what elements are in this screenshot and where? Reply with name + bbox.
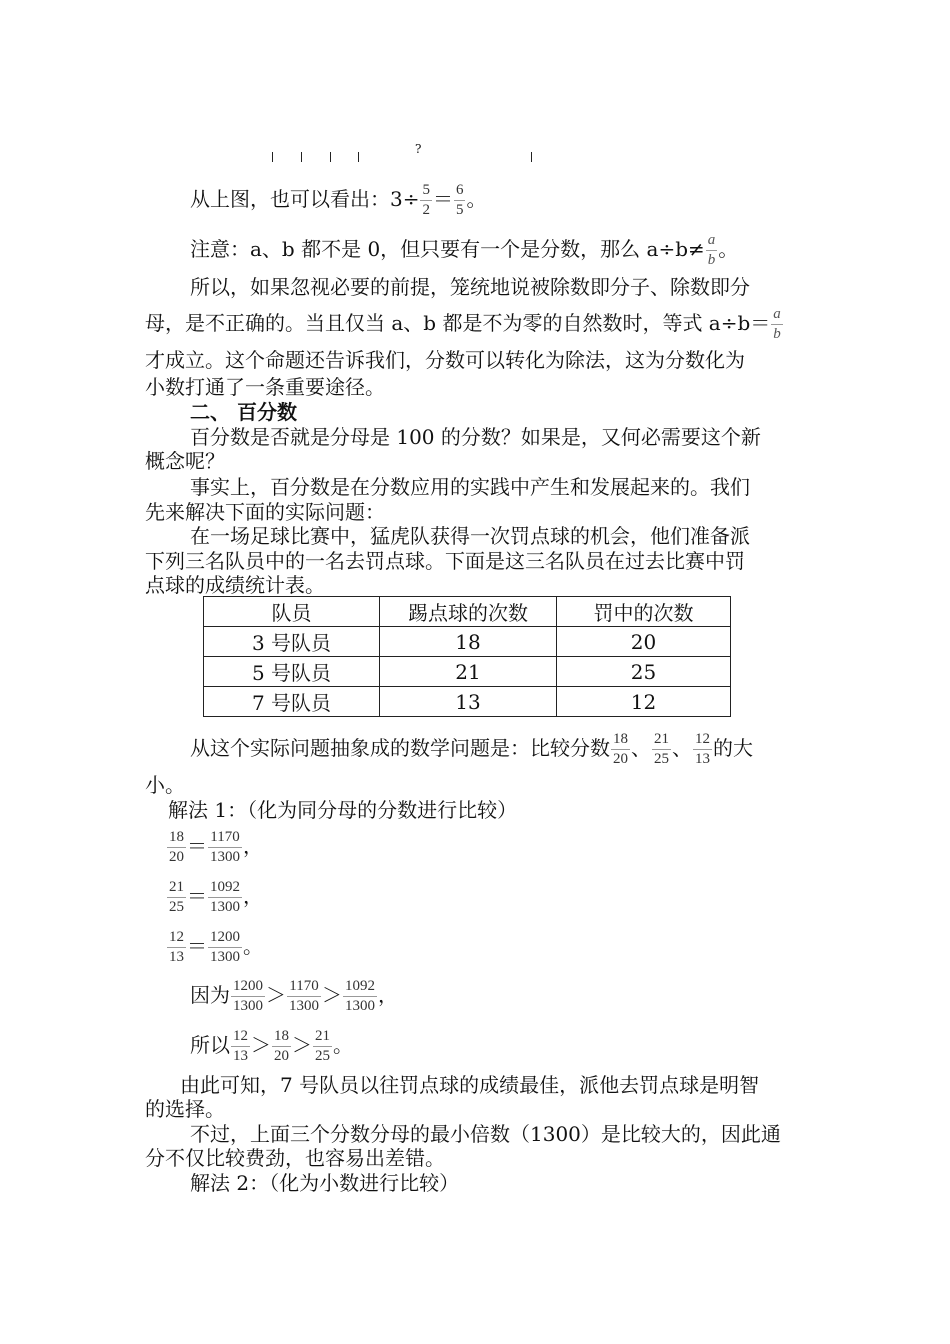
table-header-cell: 队员 — [204, 597, 380, 627]
tick-mark — [358, 152, 359, 162]
table-cell: 12 — [557, 687, 731, 717]
equation-row: $\frac{12}{13}$ ＝ $\frac{1200}{1300}$ 。 — [169, 929, 263, 965]
section-heading: 二、 百分数 — [190, 400, 297, 424]
table-cell: 13 — [380, 687, 557, 717]
paragraph-percent-line-1: 百分数是否就是分母是 100 的分数？如果是，又何必需要这个新 — [190, 425, 761, 449]
equation-row: $\frac{21}{25}$ ＝ $\frac{1092}{1300}$ ， — [169, 879, 263, 915]
table-cell: 20 — [557, 627, 731, 657]
paragraph-so-line-1: 所以，如果忽视必要的前提，笼统地说被除数即分子、除数即分 — [190, 275, 750, 299]
table-cell: 18 — [380, 627, 557, 657]
table-header-row — [204, 597, 731, 627]
method-2-title: 解法 2：（化为小数进行比较） — [190, 1171, 460, 1195]
tick-mark — [301, 152, 302, 162]
table-row — [204, 627, 731, 657]
paragraph-match-line-2: 下列三名队员中的一名去罚点球。下面是这三名队员在过去比赛中罚 — [145, 549, 745, 573]
paragraph-so-line-4: 小数打通了一条重要途径。 — [145, 375, 385, 399]
tick-mark — [531, 152, 532, 162]
fraction: $\frac{21}{25}$ — [654, 731, 669, 767]
paragraph-abstract: 从这个实际问题抽象成的数学问题是：比较分数 $\frac{18}{20}$ 、 $\frac{21}{25}$ 、 $\frac{12}{13}$ 的大 — [190, 731, 753, 767]
paragraph-note: 注意：a、b 都不是 0，但只要有一个是分数，那么 a÷b≠ $\frac{a}{b}$ 。 — [190, 232, 739, 268]
diagram-question-mark: ? — [415, 142, 422, 156]
fraction: $\frac{a}{b}$ — [707, 232, 716, 268]
fraction: $\frac{5}{2}$ — [422, 182, 430, 218]
because-row: 因为 $\frac{1200}{1300}$ ＞ $\frac{1170}{1300}$ ＞ $\frac{1092}{1300}$ ， — [190, 978, 398, 1014]
table-cell: 7 号队员 — [204, 687, 380, 717]
penalty-stats-table — [203, 596, 731, 717]
fraction: $\frac{a}{b}$ — [773, 306, 781, 342]
fraction: $\frac{12}{13}$ — [695, 731, 710, 767]
table-row — [204, 687, 731, 717]
paragraph-however-line-1: 不过，上面三个分数分母的最小倍数（1300）是比较大的，因此通 — [190, 1122, 781, 1146]
paragraph-fact-line-2: 先来解决下面的实际问题： — [145, 500, 385, 524]
paragraph-however-line-2: 分不仅比较费劲，也容易出差错。 — [145, 1146, 445, 1170]
paragraph-from-diagram: 从上图，也可以看出：3÷ $\frac{5}{2}$ ＝ $\frac{6}{5}$ 。 — [190, 182, 487, 218]
number-line-diagram — [0, 140, 950, 170]
tick-mark — [272, 152, 273, 162]
text: 从上图，也可以看出：3÷ — [190, 187, 420, 211]
paragraph-abstract-line-2: 小。 — [145, 773, 185, 797]
table-cell: 21 — [380, 657, 557, 687]
table-header-cell: 罚中的次数 — [557, 597, 731, 627]
fraction: $\frac{18}{20}$ — [613, 731, 628, 767]
paragraph-match-line-3: 点球的成绩统计表。 — [145, 573, 325, 597]
paragraph-so-line-2: 母，是不正确的。当且仅当 a、b 都是不为零的自然数时，等式 a÷b＝ $\frac{a}{b}$ — [145, 306, 781, 342]
table-header-cell: 踢点球的次数 — [380, 597, 557, 627]
paragraph-match-line-1: 在一场足球比赛中，猛虎队获得一次罚点球的机会，他们准备派 — [190, 524, 750, 548]
table-cell: 25 — [557, 657, 731, 687]
tick-mark — [330, 152, 331, 162]
paragraph-fact-line-1: 事实上，百分数是在分数应用的实践中产生和发展起来的。我们 — [190, 475, 750, 499]
paragraph-percent-line-2: 概念呢？ — [145, 449, 225, 473]
equation-row: $\frac{18}{20}$ ＝ $\frac{1170}{1300}$ ， — [169, 829, 263, 865]
table-cell: 3 号队员 — [204, 627, 380, 657]
fraction: $\frac{6}{5}$ — [455, 182, 464, 218]
method-1-title: 解法 1：（化为同分母的分数进行比较） — [168, 798, 518, 822]
table-row — [204, 657, 731, 687]
paragraph-conclude-line-2: 的选择。 — [145, 1097, 225, 1121]
table-cell: 5 号队员 — [204, 657, 380, 687]
paragraph-so-line-3: 才成立。这个命题还告诉我们，分数可以转化为除法，这为分数化为 — [145, 348, 745, 372]
therefore-row: 所以 $\frac{12}{13}$ ＞ $\frac{18}{20}$ ＞ $\frac{21}{25}$ 。 — [190, 1028, 353, 1064]
paragraph-conclude-line-1: 由此可知，7 号队员以往罚点球的成绩最佳，派他去罚点球是明智 — [180, 1073, 760, 1097]
